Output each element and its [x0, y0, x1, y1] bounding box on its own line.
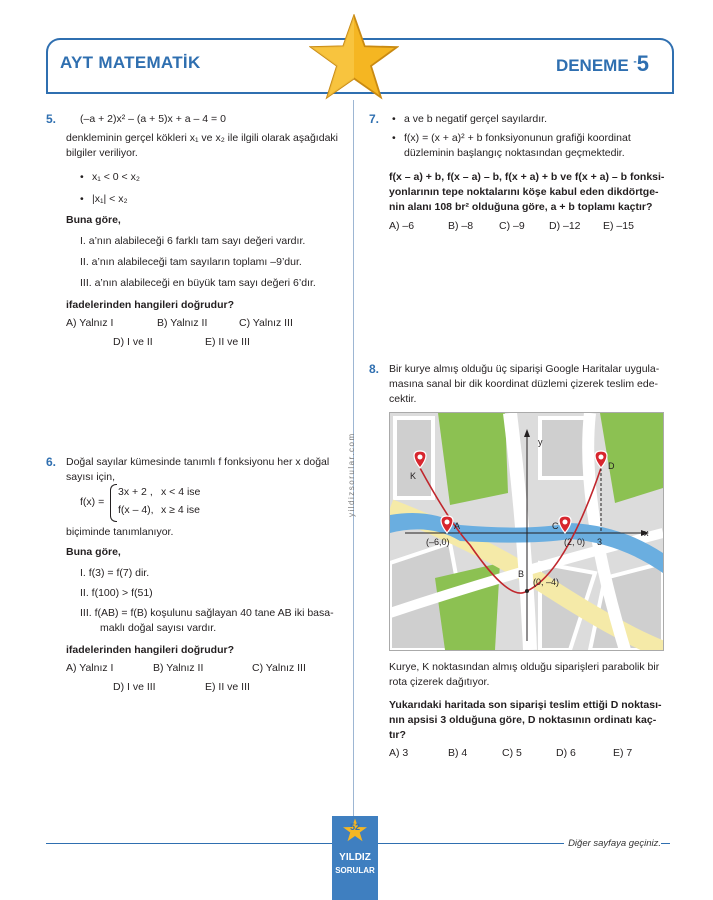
option-b[interactable]: B) Yalnız II	[153, 662, 204, 674]
option-c[interactable]: C) 5	[502, 747, 522, 759]
statement-2: II. f(100) > f(51)	[80, 587, 153, 599]
statement-3: III. a’nın alabileceği en büyük tam sayı değeri 6’dır.	[80, 277, 316, 289]
question-text: ifadelerinden hangileri doğrudur?	[66, 644, 235, 656]
question-text: ifadelerinden hangileri doğrudur?	[66, 299, 235, 311]
option-d[interactable]: D) I ve II	[113, 336, 153, 348]
bullet-cont: düzleminin başlangıç noktasından geçmektedir.	[404, 147, 625, 159]
point-b: B	[518, 569, 525, 579]
cond-1: x < 4 ise	[161, 486, 201, 498]
option-b[interactable]: B) 4	[448, 747, 468, 759]
intro-line: sayısı için,	[66, 471, 116, 483]
question-text: f(x – a) + b, f(x – a) – b, f(x + a) + b ve f(x + a) – b fonksi-	[389, 171, 665, 183]
option-a[interactable]: A) Yalnız I	[66, 662, 114, 674]
question-text: nin alanı 108 br² olduğuna göre, a + b toplamı kaçtır?	[389, 201, 653, 213]
option-c[interactable]: C) –9	[499, 220, 525, 232]
question-number: 7.	[369, 112, 380, 126]
option-e[interactable]: E) II ve III	[205, 681, 250, 693]
option-a[interactable]: A) Yalnız I	[66, 317, 114, 329]
brand-line-2: SORULAR	[335, 866, 375, 875]
intro-line: masına sanal bir dik koordinat düzlemi çizerek teslim ede-	[389, 378, 659, 390]
case-2: f(x – 4),	[118, 504, 154, 516]
x-axis-label: x	[644, 528, 649, 538]
question-number: 5.	[46, 112, 57, 126]
point-a: A	[454, 521, 461, 531]
coord-c: (2, 0)	[564, 537, 586, 547]
option-d[interactable]: D) –12	[549, 220, 581, 232]
coord-a: (–6,0)	[426, 537, 450, 547]
statement-3: III. f(AB) = f(B) koşulunu sağlayan 40 tane AB iki basa-	[80, 607, 334, 619]
option-e[interactable]: E) 7	[613, 747, 633, 759]
star-icon	[309, 14, 399, 100]
option-b[interactable]: B) Yalnız II	[157, 317, 208, 329]
map-figure	[389, 412, 664, 651]
prompt: Buna göre,	[66, 546, 121, 558]
intro-line: bilgiler veriliyor.	[66, 147, 138, 159]
option-e[interactable]: E) –15	[603, 220, 634, 232]
bullet: • a ve b negatif gerçel sayılardır.	[404, 112, 547, 127]
option-c[interactable]: C) Yalnız III	[239, 317, 293, 329]
option-a[interactable]: A) 3	[389, 747, 409, 759]
point-d: D	[608, 461, 615, 471]
intro-line: Bir kurye almış olduğu üç siparişi Google Haritalar uygula-	[389, 363, 660, 375]
intro-line: Doğal sayılar kümesinde tanımlı f fonksiyonu her x doğal	[66, 456, 330, 468]
page-title: AYT MATEMATİK	[60, 53, 201, 72]
prompt: Buna göre,	[66, 214, 121, 226]
question-text: yonlarının tepe noktalarını köşe kabul eden dikdörtge-	[389, 186, 659, 198]
option-d[interactable]: D) 6	[556, 747, 576, 759]
bullet: • f(x) = (x + a)² + b fonksiyonunun grafiği koordinat	[404, 131, 631, 146]
page-number: 52	[349, 822, 360, 832]
bullet: • x₁ < 0 < x₂	[92, 170, 140, 185]
question-text: nın apsisi 3 olduğuna göre, D noktasının ordinatı kaç-	[389, 714, 657, 726]
point-k: K	[410, 471, 417, 481]
option-e[interactable]: E) II ve III	[205, 336, 250, 348]
statement-2: II. a’nın alabileceği tam sayıların toplamı –9’dur.	[80, 256, 302, 268]
option-d[interactable]: D) I ve III	[113, 681, 156, 693]
statement-3-cont: maklı doğal sayısı vardır.	[100, 622, 217, 634]
y-axis-label: y	[538, 437, 543, 447]
point-c: C	[552, 521, 559, 531]
coord-b: (0, –4)	[533, 577, 560, 587]
question-number: 8.	[369, 362, 380, 376]
brand-line-1: YILDIZ	[339, 852, 371, 863]
site-watermark: yildizsorular.com	[347, 432, 356, 518]
next-page-note: Diğer sayfaya geçiniz.	[564, 838, 661, 849]
statement-1: I. a’nın alabileceği 6 farklı tam sayı değeri vardır.	[80, 235, 306, 247]
intro-line: denkleminin gerçel kökleri x₁ ve x₂ ile ilgili olarak aşağıdaki	[66, 132, 338, 144]
cond-2: x ≥ 4 ise	[161, 504, 201, 516]
option-b[interactable]: B) –8	[448, 220, 474, 232]
brand-badge	[332, 816, 378, 900]
case-1: 3x + 2 ,	[118, 486, 153, 498]
statement-1: I. f(3) = f(7) dir.	[80, 567, 150, 579]
exam-number: 5	[636, 51, 649, 76]
question-text: tır?	[389, 729, 406, 741]
after-text: biçiminde tanımlanıyor.	[66, 526, 174, 538]
after-text: rota çizerek dağıtıyor.	[389, 676, 490, 688]
coord-three: 3	[597, 537, 603, 547]
question-number: 6.	[46, 455, 57, 469]
brace	[110, 484, 117, 522]
bullet: • |x₁| < x₂	[92, 192, 128, 207]
intro-line: cektir.	[389, 393, 417, 405]
after-text: Kurye, K noktasından almış olduğu siparişleri parabolik bir	[389, 661, 660, 673]
equation: (–a + 2)x² – (a + 5)x + a – 4 = 0	[80, 113, 226, 125]
exam-label: DENEME -5	[555, 51, 649, 76]
question-text: Yukarıdaki haritada son siparişi teslim ettiği D noktası-	[389, 699, 662, 711]
option-a[interactable]: A) –6	[389, 220, 415, 232]
option-c[interactable]: C) Yalnız III	[252, 662, 306, 674]
fx-label: f(x) =	[80, 496, 105, 508]
